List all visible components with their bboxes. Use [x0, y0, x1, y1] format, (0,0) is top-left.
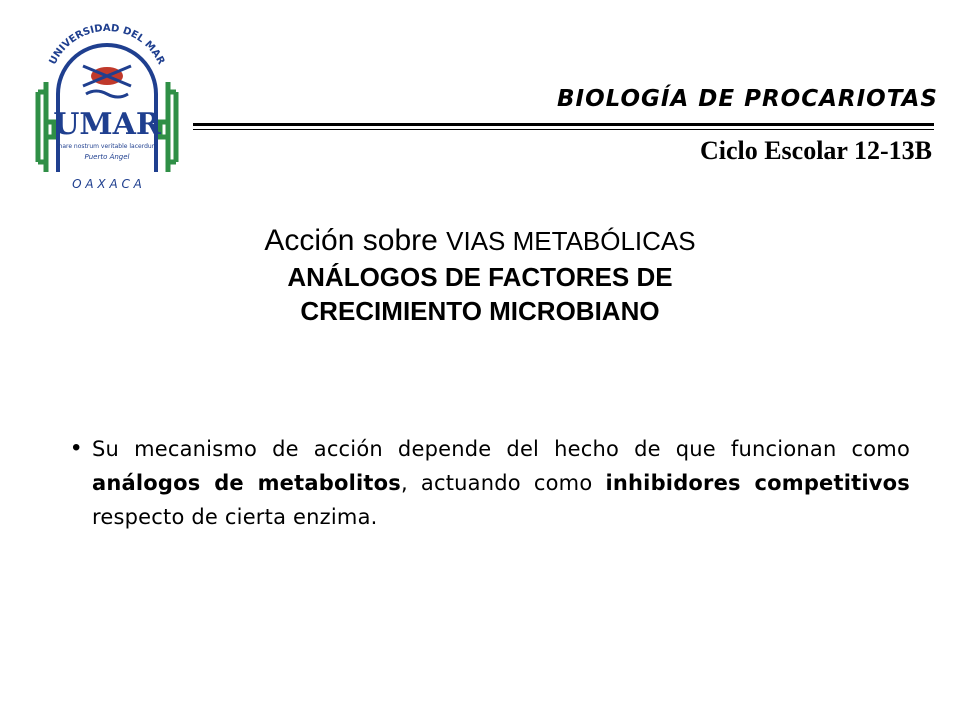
logo-wave: [86, 91, 128, 97]
bullet-text: [92, 432, 910, 534]
logo-motto: mare nostrum veritable lacerdum: [56, 143, 158, 150]
bullet-text-part: respecto de cierta enzima.: [92, 505, 378, 529]
bullet-list: [72, 432, 910, 534]
bullet-text-part: , actuando como: [400, 471, 606, 495]
bullet-text-part: Su mecanismo de acción depende del hecho de que funcionan como: [92, 437, 910, 461]
bullet-emphasis: análogos de metabolitos: [92, 471, 401, 495]
logo-right-fret: [160, 82, 176, 172]
header-divider-thin: [193, 129, 934, 130]
school-cycle: Ciclo Escolar 12-13B: [699, 136, 932, 165]
slide-title-prefix: Acción sobre: [264, 224, 447, 257]
logo-campus: Puerto Ángel: [84, 153, 130, 161]
slide-title: [0, 222, 960, 260]
bullet-emphasis: inhibidores competitivos: [605, 471, 910, 495]
logo-state: O A X A C A: [72, 177, 142, 191]
slide-subtitle-line-1: ANÁLOGOS DE FACTORES DE: [287, 262, 673, 292]
logo-left-fret: [38, 82, 54, 172]
slide-title-main: VIAS METABÓLICAS: [446, 226, 696, 256]
bullet-marker: •: [72, 434, 81, 461]
course-title: BIOLOGÍA DE PROCARIOTAS: [557, 86, 938, 112]
university-logo: [28, 22, 186, 194]
slide-heading: [0, 222, 960, 328]
slide-subtitle-line-2: CRECIMIENTO MICROBIANO: [300, 296, 660, 326]
bullet-item: [72, 432, 910, 534]
logo-arc-text: UNIVERSIDAD DEL MAR: [47, 22, 167, 67]
logo-monogram: UMAR: [53, 107, 161, 142]
header-divider-thick: [193, 123, 934, 126]
